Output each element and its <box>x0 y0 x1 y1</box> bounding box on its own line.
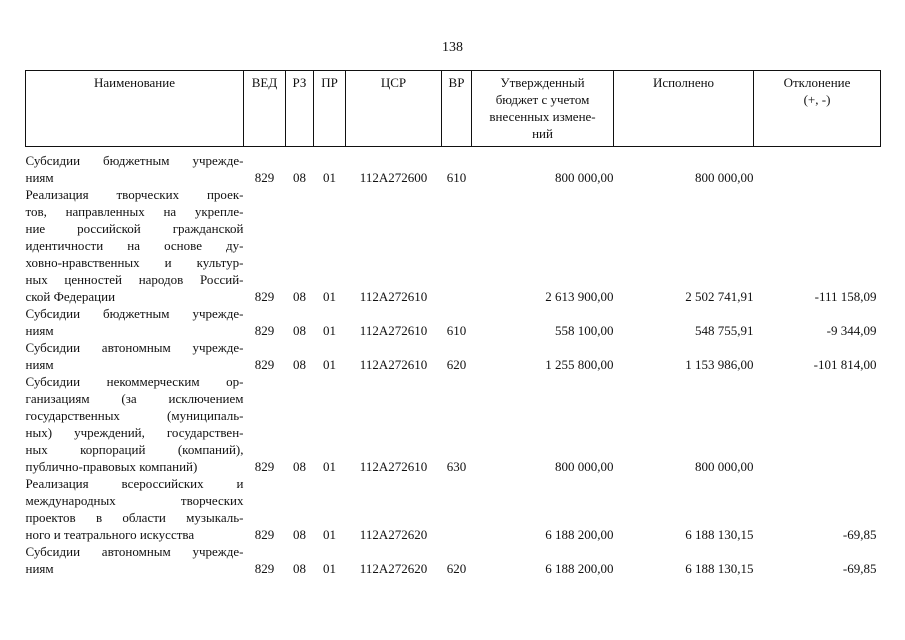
col-header-vr: ВР <box>442 71 472 147</box>
row-rz: 08 <box>293 289 306 304</box>
row-ved: 829 <box>254 289 275 304</box>
row-name-line: ных ценностей народов Россий- <box>25 272 244 287</box>
row-pr: 01 <box>323 357 336 372</box>
row-name <box>26 543 244 577</box>
row-vr: 620 <box>446 561 467 576</box>
row-approved: 800 000,00 <box>555 170 614 185</box>
row-name-line: Субсидии автономным учрежде- <box>25 544 244 559</box>
row-approved: 6 188 200,00 <box>545 561 614 576</box>
col-header-rz: РЗ <box>286 71 314 147</box>
row-pr: 01 <box>323 459 336 474</box>
table-row <box>26 373 881 475</box>
row-vr: 610 <box>446 170 467 185</box>
row-name-line: ховно-нравственных и культур- <box>25 255 244 270</box>
row-approved: 1 255 800,00 <box>545 357 614 372</box>
table-row <box>26 475 881 543</box>
row-vr: 610 <box>446 323 467 338</box>
row-rz: 08 <box>293 561 306 576</box>
row-csr: 112A272610 <box>359 357 428 372</box>
row-executed: 548 755,91 <box>695 323 754 338</box>
row-csr: 112A272610 <box>359 459 428 474</box>
row-name <box>26 475 244 543</box>
row-name-line: ганизациям (за исключением <box>25 391 244 406</box>
table-row <box>26 186 881 305</box>
row-approved: 6 188 200,00 <box>545 527 614 542</box>
table-row <box>26 305 881 339</box>
table-row <box>26 339 881 373</box>
row-csr: 112A272620 <box>359 561 428 576</box>
row-csr: 112A272610 <box>359 289 428 304</box>
row-ved: 829 <box>254 357 275 372</box>
row-executed: 1 153 986,00 <box>685 357 754 372</box>
row-ved: 829 <box>254 527 275 542</box>
row-name-line: государственных (муниципаль- <box>25 408 244 423</box>
row-name-line: ных) учреждений, государствен- <box>25 425 244 440</box>
row-deviation: -9 344,09 <box>826 323 877 338</box>
col-header-approved-line: бюджет с учетом <box>495 92 590 107</box>
row-executed: 800 000,00 <box>695 459 754 474</box>
row-csr: 112A272600 <box>359 170 428 185</box>
row-vr: 620 <box>446 357 467 372</box>
row-rz: 08 <box>293 357 306 372</box>
col-header-approved-line: Утвержденный <box>500 75 585 90</box>
row-rz: 08 <box>293 527 306 542</box>
row-deviation <box>754 147 881 187</box>
row-name-line: Субсидии некоммерческим ор- <box>25 374 244 389</box>
row-ved: 829 <box>254 561 275 576</box>
row-approved: 558 100,00 <box>555 323 614 338</box>
row-name-line: Субсидии бюджетным учрежде- <box>25 306 244 321</box>
row-deviation: -101 814,00 <box>813 357 877 372</box>
col-header-deviation <box>754 71 881 147</box>
row-approved: 2 613 900,00 <box>545 289 614 304</box>
col-header-deviation-line: (+, -) <box>803 92 831 107</box>
row-rz: 08 <box>293 170 306 185</box>
row-pr: 01 <box>323 289 336 304</box>
row-ved: 829 <box>254 170 275 185</box>
row-csr: 112A272610 <box>359 323 428 338</box>
row-name <box>26 186 244 305</box>
row-ved: 829 <box>254 459 275 474</box>
row-rz: 08 <box>293 323 306 338</box>
row-name-line: Реализация всероссийских и <box>25 476 244 491</box>
row-name-line: ской Федерации <box>25 289 116 304</box>
col-header-csr: ЦСР <box>346 71 442 147</box>
row-name-line: публично-правовых компаний) <box>25 459 198 474</box>
row-vr: 630 <box>446 459 467 474</box>
row-name-line: ние российской гражданской <box>25 221 244 236</box>
row-pr: 01 <box>323 527 336 542</box>
row-name <box>26 339 244 373</box>
row-vr <box>442 186 472 305</box>
row-name-line: ниям <box>25 170 54 185</box>
row-executed: 800 000,00 <box>695 170 754 185</box>
row-name <box>26 147 244 187</box>
table-row <box>26 147 881 187</box>
row-executed: 6 188 130,15 <box>685 527 754 542</box>
row-deviation <box>754 373 881 475</box>
row-csr: 112A272620 <box>359 527 428 542</box>
row-deviation: -111 158,09 <box>814 289 877 304</box>
row-name <box>26 305 244 339</box>
col-header-approved-line: ний <box>532 126 553 141</box>
row-name-line: идентичности на основе ду- <box>25 238 244 253</box>
row-ved: 829 <box>254 323 275 338</box>
row-name <box>26 373 244 475</box>
table-row <box>26 543 881 577</box>
row-name-line: проектов в области музыкаль- <box>25 510 244 525</box>
row-pr: 01 <box>323 561 336 576</box>
row-deviation: -69,85 <box>842 561 877 576</box>
col-header-deviation-line: Отклонение <box>783 75 851 90</box>
row-vr <box>442 475 472 543</box>
row-deviation: -69,85 <box>842 527 877 542</box>
row-name-line: Субсидии автономным учрежде- <box>25 340 244 355</box>
row-name-line: ниям <box>25 323 54 338</box>
row-name-line: международных творческих <box>25 493 244 508</box>
row-pr: 01 <box>323 323 336 338</box>
row-name-line: ных корпораций (компаний), <box>25 442 244 457</box>
row-name-line: тов, направленных на укрепле- <box>25 204 244 219</box>
row-rz: 08 <box>293 459 306 474</box>
col-header-approved-line: внесенных измене- <box>489 109 596 124</box>
page-number: 138 <box>442 40 463 55</box>
row-pr: 01 <box>323 170 336 185</box>
row-name-line: ниям <box>25 561 54 576</box>
row-executed: 6 188 130,15 <box>685 561 754 576</box>
row-approved: 800 000,00 <box>555 459 614 474</box>
budget-execution-table <box>25 70 881 577</box>
row-name-line: Реализация творческих проек- <box>25 187 244 202</box>
col-header-executed: Исполнено <box>614 71 754 147</box>
col-header-pr: ПР <box>314 71 346 147</box>
row-executed: 2 502 741,91 <box>685 289 754 304</box>
col-header-name: Наименование <box>26 71 244 147</box>
col-header-ved: ВЕД <box>244 71 286 147</box>
table-header-row <box>26 71 881 147</box>
col-header-approved <box>472 71 614 147</box>
row-name-line: ниям <box>25 357 54 372</box>
row-name-line: ного и театрального искусства <box>25 527 195 542</box>
row-name-line: Субсидии бюджетным учрежде- <box>25 153 244 168</box>
